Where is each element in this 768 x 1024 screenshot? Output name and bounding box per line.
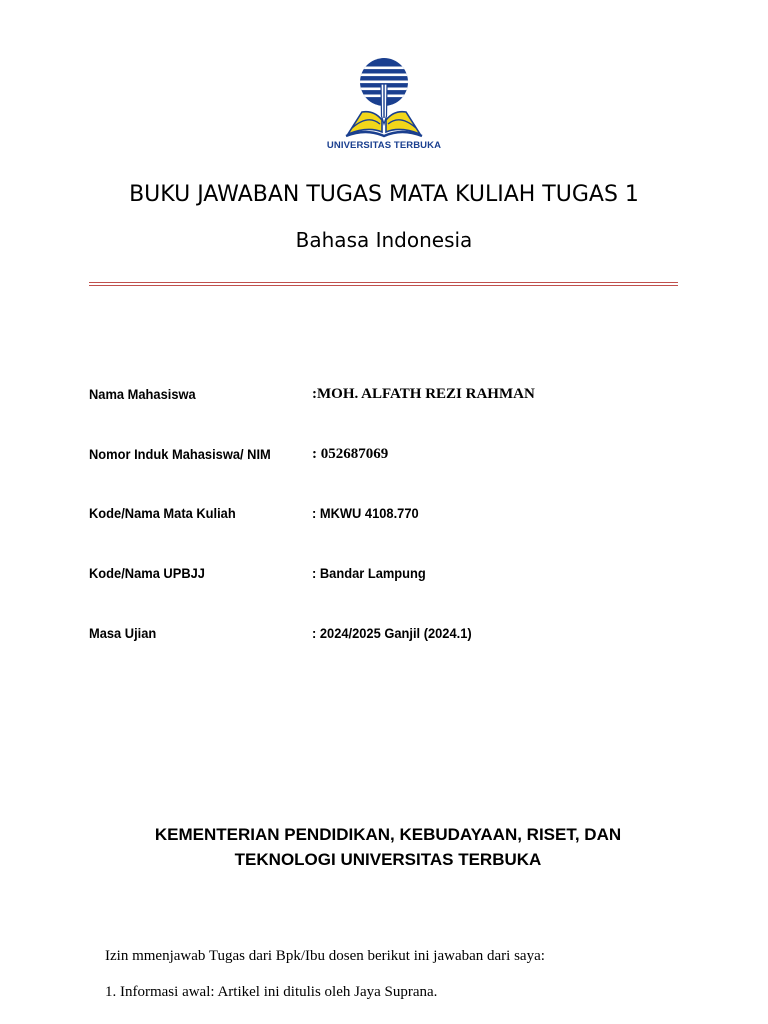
logo-wordmark: UNIVERSITAS TERBUKA: [326, 140, 442, 151]
info-row-upbjj: [89, 565, 689, 585]
info-value: : 2024/2025 Ganjil (2024.1): [312, 625, 472, 641]
info-label: Nomor Induk Mahasiswa/ NIM: [89, 446, 271, 462]
university-emblem-icon: [318, 54, 450, 140]
title-divider: [89, 282, 678, 286]
info-label: Kode/Nama Mata Kuliah: [89, 505, 236, 521]
info-row-nim: [89, 446, 689, 466]
info-value: : Bandar Lampung: [312, 565, 426, 581]
info-row-exam-period: [89, 625, 689, 645]
university-logo: [318, 54, 450, 154]
intro-paragraph: Izin mmenjawab Tugas dari Bpk/Ibu dosen berikut ini jawaban dari saya:: [105, 948, 545, 964]
info-label: Masa Ujian: [89, 625, 157, 641]
document-title: BUKU JAWABAN TUGAS MATA KULIAH TUGAS 1: [129, 182, 639, 207]
ministry-line-1: KEMENTERIAN PENDIDIKAN, KEBUDAYAAN, RISET, DAN: [154, 825, 622, 844]
info-value: : MKWU 4108.770: [312, 505, 419, 521]
ministry-line-2: TEKNOLOGI UNIVERSITAS TERBUKA: [234, 850, 542, 869]
info-row-name: [89, 386, 689, 406]
info-value: : 052687069: [312, 446, 389, 462]
info-value: :MOH. ALFATH REZI RAHMAN: [312, 386, 535, 402]
info-label: Nama Mahasiswa: [89, 386, 196, 402]
list-item: 1. Informasi awal: Artikel ini ditulis oleh Jaya Suprana.: [105, 984, 438, 1000]
document-subtitle: Bahasa Indonesia: [295, 228, 473, 252]
info-label: Kode/Nama UPBJJ: [89, 565, 205, 581]
info-row-course: [89, 505, 689, 525]
ministry-heading: [0, 822, 768, 872]
